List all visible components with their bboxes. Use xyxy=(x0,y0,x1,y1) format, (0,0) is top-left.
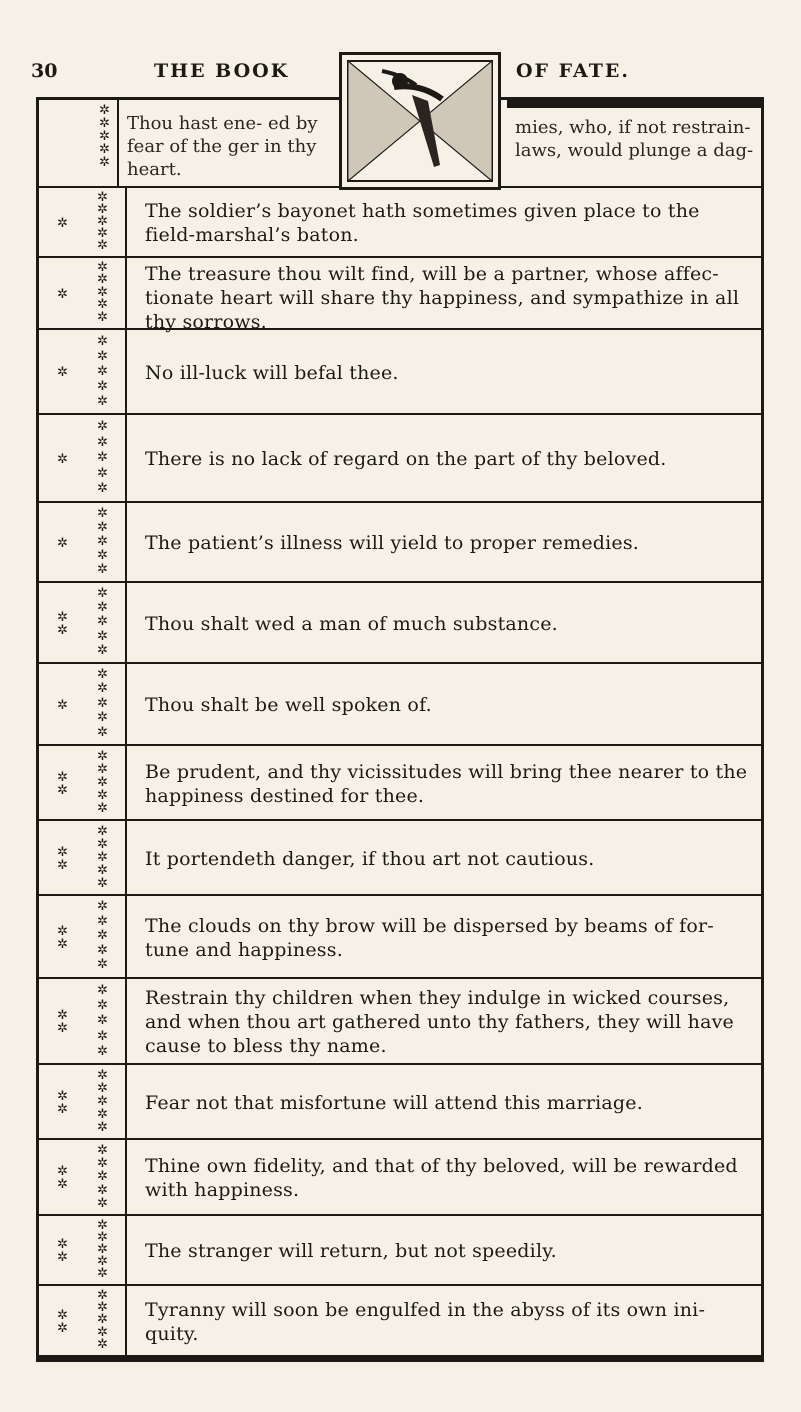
entry-text: The treasure thou wilt find, will be a partner, whose affec-tionate heart will share thy happiness, and sympathize in all thy sorrows. xyxy=(145,263,740,333)
star-column-divider xyxy=(117,100,119,188)
table-row xyxy=(39,746,761,821)
star-column-right: ✲ ✲ ✲ ✲ ✲ xyxy=(97,983,108,1059)
table-row xyxy=(39,979,761,1065)
entry-text: No ill-luck will befal thee. xyxy=(145,361,399,384)
star-pattern xyxy=(39,1140,127,1214)
star-column-left: ✲ ✲ xyxy=(57,923,68,952)
entry-text-right: mies, who, if not restrain- laws, would plunge a dag- xyxy=(515,117,754,161)
frame-bottom xyxy=(36,1357,764,1362)
star-column-left: ✲ ✲ xyxy=(57,1088,68,1117)
star-column-right: ✲ ✲ ✲ ✲ ✲ xyxy=(97,1288,108,1352)
star-pattern xyxy=(39,503,127,581)
star-column-left: ✲ ✲ xyxy=(57,1008,68,1036)
star-pattern xyxy=(39,1216,127,1284)
star-column-right: ✲ ✲ ✲ ✲ ✲ xyxy=(97,419,108,497)
table-row xyxy=(39,258,761,333)
table-row xyxy=(39,896,761,979)
table-row xyxy=(39,1286,761,1357)
star-column-left: ✲ xyxy=(57,215,68,231)
table-row xyxy=(39,1140,761,1216)
running-title-left: THE BOOK xyxy=(154,60,290,82)
star-pattern: ✲ ✲ ✲ ✲ ✲ xyxy=(99,103,110,170)
entry-text-left: Thou hast ene- ed by fear of the ger in thy heart. xyxy=(127,113,318,180)
entry-text: The stranger will return, but not speedily. xyxy=(145,1240,557,1262)
page-number: 30 xyxy=(31,60,58,82)
star-column-left: ✲ xyxy=(57,286,68,302)
entry-text: Thou shalt wed a man of much substance. xyxy=(145,612,558,635)
table-row xyxy=(39,415,761,503)
star-pattern xyxy=(39,583,127,662)
entry-text: Thine own fidelity, and that of thy beloved, will be rewarded with happiness. xyxy=(145,1155,738,1201)
star-pattern xyxy=(39,746,127,819)
entry-text: The soldier’s bayonet hath sometimes given place to the field-marshal’s baton. xyxy=(145,200,700,246)
star-column-right: ✲ ✲ ✲ ✲ ✲ xyxy=(97,586,108,658)
star-column-left: ✲ ✲ xyxy=(57,1307,68,1336)
table-row xyxy=(39,821,761,896)
star-column-right: ✲ ✲ ✲ ✲ ✲ xyxy=(97,190,108,253)
star-column-left: ✲ ✲ xyxy=(57,1237,68,1265)
star-column-right: ✲ ✲ ✲ ✲ ✲ xyxy=(97,667,108,740)
star-column-left: ✲ ✲ xyxy=(57,769,68,798)
star-column-left: ✲ ✲ xyxy=(57,1164,68,1192)
running-title-right: OF FATE. xyxy=(516,60,630,82)
table-row xyxy=(39,330,761,415)
star-pattern xyxy=(39,1286,127,1355)
star-column-left: ✲ xyxy=(57,365,68,380)
table-row xyxy=(39,583,761,664)
entry-text: Fear not that misfortune will attend this marriage. xyxy=(145,1091,643,1114)
star-pattern xyxy=(39,415,127,501)
star-column-left: ✲ xyxy=(57,535,68,551)
star-column-right: ✲ ✲ ✲ ✲ ✲ xyxy=(97,506,108,577)
star-column-right: ✲ ✲ ✲ ✲ ✲ xyxy=(97,334,108,409)
star-pattern xyxy=(39,979,127,1063)
table-row xyxy=(39,1065,761,1140)
table-row xyxy=(39,664,761,746)
table-row xyxy=(39,188,761,258)
star-column-left: ✲ ✲ xyxy=(57,609,68,638)
star-column-right: ✲ ✲ ✲ ✲ ✲ xyxy=(97,824,108,891)
star-pattern xyxy=(39,258,127,328)
entry-text: Restrain thy children when they indulge in wicked courses, and when thou art gathered unto thy fathers, they will have cause to bless thy name. xyxy=(145,987,734,1057)
star-column-right: ✲ ✲ ✲ ✲ ✲ xyxy=(97,260,108,325)
entry-text: The clouds on thy brow will be dispersed by beams of for-tune and happiness. xyxy=(145,914,714,961)
star-pattern xyxy=(39,821,127,894)
star-column-right: ✲ ✲ ✲ ✲ ✲ xyxy=(97,1068,108,1135)
star-pattern xyxy=(39,330,127,413)
entry-text: The patient’s illness will yield to proper remedies. xyxy=(145,532,640,554)
star-column-right: ✲ ✲ ✲ ✲ ✲ xyxy=(97,1218,108,1281)
dagger-emblem-icon xyxy=(339,52,501,190)
star-column-right: ✲ ✲ ✲ ✲ ✲ xyxy=(97,899,108,973)
star-column-left: ✲ xyxy=(57,451,68,467)
entry-text: It portendeth danger, if thou art not cautious. xyxy=(145,847,595,870)
header-rule xyxy=(507,100,761,108)
entry-text: There is no lack of regard on the part of thy beloved. xyxy=(145,448,667,470)
star-pattern xyxy=(39,1065,127,1138)
star-column-left: ✲ xyxy=(57,697,68,713)
star-pattern xyxy=(39,664,127,744)
star-column-right: ✲ ✲ ✲ ✲ ✲ xyxy=(97,1143,108,1211)
star-column-right: ✲ ✲ ✲ ✲ ✲ xyxy=(97,749,108,816)
star-pattern xyxy=(39,188,127,256)
entry-text: Be prudent, and thy vicissitudes will bring thee nearer to the happiness destined for thee. xyxy=(145,760,748,807)
table-row xyxy=(39,503,761,583)
entry-text: Thou shalt be well spoken of. xyxy=(145,694,432,716)
star-pattern xyxy=(39,896,127,977)
star-column-left: ✲ ✲ xyxy=(57,844,68,873)
entry-text: Tyranny will soon be engulfed in the abyss of its own ini-quity. xyxy=(145,1298,706,1345)
table-row xyxy=(39,1216,761,1286)
